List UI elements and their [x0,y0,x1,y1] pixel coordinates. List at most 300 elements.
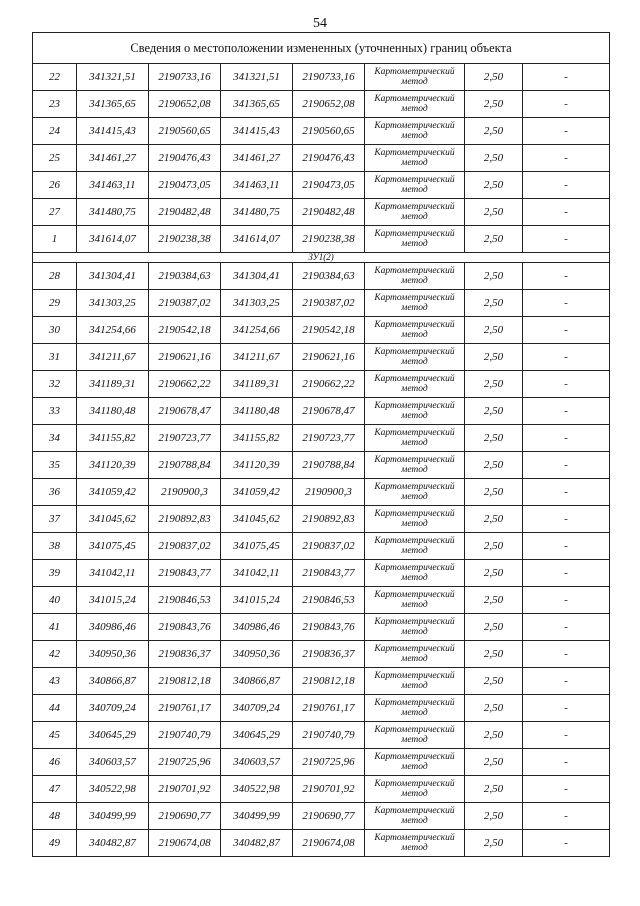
table-row [33,172,610,199]
y-existing-cell: 2190843,76 [149,614,221,641]
x-existing-cell: 341321,51 [77,64,149,91]
method-line-2: метод [401,276,428,286]
method-cell [365,749,465,776]
accuracy-cell: 2,50 [465,803,523,830]
y-new-cell: 2190384,63 [293,263,365,290]
method-cell [365,695,465,722]
accuracy-cell: 2,50 [465,641,523,668]
accuracy-cell: 2,50 [465,226,523,253]
table-row [33,199,610,226]
method-line-1: Картометрический [374,266,455,276]
method-line-1: Картометрический [374,428,455,438]
method-line-2: метод [401,330,428,340]
method-line-2: метод [401,185,428,195]
method-line-1: Картометрический [374,509,455,519]
method-line-2: метод [401,654,428,664]
y-new-cell: 2190674,08 [293,830,365,857]
point-number-cell: 23 [33,91,77,118]
x-new-cell: 340950,36 [221,641,293,668]
table-row [33,695,610,722]
x-new-cell: 341042,11 [221,560,293,587]
y-existing-cell: 2190690,77 [149,803,221,830]
table-title: Сведения о местоположении измененных (уточненных) границ объекта [33,33,610,64]
x-new-cell: 341075,45 [221,533,293,560]
y-existing-cell: 2190761,17 [149,695,221,722]
x-new-cell: 341480,75 [221,199,293,226]
x-new-cell: 341461,27 [221,145,293,172]
method-cell [365,344,465,371]
y-existing-cell: 2190482,48 [149,199,221,226]
method-line-1: Картометрический [374,293,455,303]
y-new-cell: 2190843,76 [293,614,365,641]
x-existing-cell: 340950,36 [77,641,149,668]
description-cell: - [523,199,610,226]
x-existing-cell: 341461,27 [77,145,149,172]
y-new-cell: 2190387,02 [293,290,365,317]
table-row [33,263,610,290]
method-line-1: Картометрический [374,148,455,158]
method-cell [365,560,465,587]
y-existing-cell: 2190652,08 [149,91,221,118]
point-number-cell: 43 [33,668,77,695]
table-row [33,830,610,857]
point-number-cell: 1 [33,226,77,253]
method-line-1: Картометрический [374,229,455,239]
y-existing-cell: 2190662,22 [149,371,221,398]
description-cell: - [523,425,610,452]
x-existing-cell: 341614,07 [77,226,149,253]
description-cell: - [523,290,610,317]
y-new-cell: 2190723,77 [293,425,365,452]
method-line-2: метод [401,600,428,610]
description-cell: - [523,749,610,776]
accuracy-cell: 2,50 [465,614,523,641]
method-cell [365,803,465,830]
x-existing-cell: 341180,48 [77,398,149,425]
point-number-cell: 33 [33,398,77,425]
method-line-1: Картометрический [374,202,455,212]
y-new-cell: 2190482,48 [293,199,365,226]
method-line-2: метод [401,104,428,114]
method-line-1: Картометрический [374,833,455,843]
y-existing-cell: 2190238,38 [149,226,221,253]
point-number-cell: 42 [33,641,77,668]
description-cell: - [523,776,610,803]
method-line-2: метод [401,681,428,691]
y-existing-cell: 2190621,16 [149,344,221,371]
table-row [33,398,610,425]
method-cell [365,199,465,226]
x-existing-cell: 341059,42 [77,479,149,506]
x-new-cell: 340866,87 [221,668,293,695]
method-cell [365,506,465,533]
table-row [33,776,610,803]
accuracy-cell: 2,50 [465,317,523,344]
x-new-cell: 340709,24 [221,695,293,722]
x-existing-cell: 340603,57 [77,749,149,776]
table-row [33,145,610,172]
table-row [33,479,610,506]
accuracy-cell: 2,50 [465,64,523,91]
y-existing-cell: 2190674,08 [149,830,221,857]
method-cell [365,64,465,91]
method-cell [365,371,465,398]
description-cell: - [523,641,610,668]
table-row [33,587,610,614]
point-number-cell: 26 [33,172,77,199]
accuracy-cell: 2,50 [465,749,523,776]
y-new-cell: 2190476,43 [293,145,365,172]
x-existing-cell: 341304,41 [77,263,149,290]
method-line-2: метод [401,438,428,448]
point-number-cell: 46 [33,749,77,776]
description-cell: - [523,506,610,533]
x-new-cell: 341189,31 [221,371,293,398]
y-new-cell: 2190473,05 [293,172,365,199]
x-existing-cell: 340499,99 [77,803,149,830]
point-number-cell: 22 [33,64,77,91]
table-row [33,722,610,749]
x-existing-cell: 340866,87 [77,668,149,695]
y-new-cell: 2190837,02 [293,533,365,560]
method-line-2: метод [401,158,428,168]
method-cell [365,614,465,641]
method-line-2: метод [401,573,428,583]
point-number-cell: 27 [33,199,77,226]
method-line-2: метод [401,77,428,87]
description-cell: - [523,668,610,695]
point-number-cell: 35 [33,452,77,479]
y-new-cell: 2190238,38 [293,226,365,253]
table-row [33,226,610,253]
method-cell [365,91,465,118]
point-number-cell: 30 [33,317,77,344]
table-row [33,344,610,371]
method-line-1: Картометрический [374,806,455,816]
y-new-cell: 2190843,77 [293,560,365,587]
x-existing-cell: 340522,98 [77,776,149,803]
y-existing-cell: 2190733,16 [149,64,221,91]
accuracy-cell: 2,50 [465,263,523,290]
description-cell: - [523,172,610,199]
x-existing-cell: 341155,82 [77,425,149,452]
description-cell: - [523,695,610,722]
point-number-cell: 28 [33,263,77,290]
x-existing-cell: 340986,46 [77,614,149,641]
accuracy-cell: 2,50 [465,479,523,506]
table-row [33,560,610,587]
method-line-1: Картометрический [374,698,455,708]
y-new-cell: 2190690,77 [293,803,365,830]
method-cell [365,533,465,560]
point-number-cell: 49 [33,830,77,857]
method-cell [365,479,465,506]
description-cell: - [523,145,610,172]
y-new-cell: 2190846,53 [293,587,365,614]
x-new-cell: 341304,41 [221,263,293,290]
accuracy-cell: 2,50 [465,425,523,452]
y-new-cell: 2190621,16 [293,344,365,371]
description-cell: - [523,64,610,91]
y-new-cell: 2190733,16 [293,64,365,91]
accuracy-cell: 2,50 [465,290,523,317]
table-row [33,64,610,91]
x-new-cell: 341045,62 [221,506,293,533]
x-existing-cell: 341120,39 [77,452,149,479]
method-line-2: метод [401,384,428,394]
page-number: 54 [313,16,327,31]
method-line-2: метод [401,131,428,141]
point-number-cell: 38 [33,533,77,560]
y-new-cell: 2190560,65 [293,118,365,145]
method-line-2: метод [401,212,428,222]
accuracy-cell: 2,50 [465,344,523,371]
y-existing-cell: 2190812,18 [149,668,221,695]
method-line-1: Картометрический [374,455,455,465]
point-number-cell: 40 [33,587,77,614]
section-row [33,253,610,263]
point-number-cell: 24 [33,118,77,145]
x-new-cell: 341059,42 [221,479,293,506]
x-new-cell: 341415,43 [221,118,293,145]
accuracy-cell: 2,50 [465,533,523,560]
description-cell: - [523,722,610,749]
accuracy-cell: 2,50 [465,776,523,803]
x-new-cell: 341303,25 [221,290,293,317]
description-cell: - [523,371,610,398]
x-existing-cell: 341045,62 [77,506,149,533]
accuracy-cell: 2,50 [465,506,523,533]
table-row [33,533,610,560]
method-line-1: Картометрический [374,536,455,546]
method-line-1: Картометрический [374,374,455,384]
x-existing-cell: 340482,87 [77,830,149,857]
method-line-2: метод [401,239,428,249]
method-cell [365,172,465,199]
y-existing-cell: 2190725,96 [149,749,221,776]
method-cell [365,722,465,749]
x-existing-cell: 340709,24 [77,695,149,722]
point-number-cell: 47 [33,776,77,803]
x-existing-cell: 341075,45 [77,533,149,560]
method-line-2: метод [401,411,428,421]
x-new-cell: 340603,57 [221,749,293,776]
y-existing-cell: 2190900,3 [149,479,221,506]
description-cell: - [523,118,610,145]
table-row [33,452,610,479]
accuracy-cell: 2,50 [465,91,523,118]
method-line-2: метод [401,708,428,718]
description-cell: - [523,479,610,506]
accuracy-cell: 2,50 [465,452,523,479]
table-row [33,668,610,695]
y-existing-cell: 2190476,43 [149,145,221,172]
method-line-1: Картометрический [374,347,455,357]
accuracy-cell: 2,50 [465,199,523,226]
method-cell [365,290,465,317]
x-existing-cell: 340645,29 [77,722,149,749]
accuracy-cell: 2,50 [465,587,523,614]
method-line-1: Картометрический [374,644,455,654]
x-new-cell: 340522,98 [221,776,293,803]
method-line-1: Картометрический [374,94,455,104]
y-existing-cell: 2190678,47 [149,398,221,425]
y-existing-cell: 2190788,84 [149,452,221,479]
description-cell: - [523,263,610,290]
x-new-cell: 341321,51 [221,64,293,91]
method-line-2: метод [401,519,428,529]
method-cell [365,118,465,145]
method-line-1: Картометрический [374,175,455,185]
y-new-cell: 2190812,18 [293,668,365,695]
table-row [33,290,610,317]
table-row [33,91,610,118]
point-number-cell: 39 [33,560,77,587]
point-number-cell: 25 [33,145,77,172]
method-line-1: Картометрический [374,67,455,77]
table-row [33,118,610,145]
x-new-cell: 341365,65 [221,91,293,118]
x-new-cell: 341155,82 [221,425,293,452]
method-line-2: метод [401,627,428,637]
x-existing-cell: 341415,43 [77,118,149,145]
method-line-1: Картометрический [374,401,455,411]
method-cell [365,641,465,668]
method-cell [365,317,465,344]
description-cell: - [523,344,610,371]
accuracy-cell: 2,50 [465,118,523,145]
y-new-cell: 2190701,92 [293,776,365,803]
method-line-2: метод [401,735,428,745]
method-cell [365,452,465,479]
x-existing-cell: 341365,65 [77,91,149,118]
x-existing-cell: 341211,67 [77,344,149,371]
y-existing-cell: 2190837,02 [149,533,221,560]
x-new-cell: 341614,07 [221,226,293,253]
table-title-row [33,33,610,64]
method-cell [365,668,465,695]
table-row [33,614,610,641]
x-existing-cell: 341015,24 [77,587,149,614]
description-cell: - [523,533,610,560]
point-number-cell: 32 [33,371,77,398]
x-new-cell: 341463,11 [221,172,293,199]
accuracy-cell: 2,50 [465,371,523,398]
x-new-cell: 341211,67 [221,344,293,371]
point-number-cell: 37 [33,506,77,533]
point-number-cell: 44 [33,695,77,722]
method-cell [365,398,465,425]
method-line-1: Картометрический [374,671,455,681]
point-number-cell: 36 [33,479,77,506]
x-existing-cell: 341463,11 [77,172,149,199]
x-new-cell: 340499,99 [221,803,293,830]
description-cell: - [523,226,610,253]
method-line-1: Картометрический [374,617,455,627]
method-cell [365,263,465,290]
description-cell: - [523,803,610,830]
method-line-1: Картометрический [374,752,455,762]
table-row [33,749,610,776]
y-existing-cell: 2190387,02 [149,290,221,317]
y-new-cell: 2190740,79 [293,722,365,749]
method-line-1: Картометрический [374,482,455,492]
y-new-cell: 2190892,83 [293,506,365,533]
accuracy-cell: 2,50 [465,145,523,172]
accuracy-cell: 2,50 [465,830,523,857]
y-existing-cell: 2190723,77 [149,425,221,452]
method-line-2: метод [401,843,428,853]
method-line-1: Картометрический [374,779,455,789]
y-existing-cell: 2190846,53 [149,587,221,614]
method-line-2: метод [401,357,428,367]
method-cell [365,587,465,614]
x-existing-cell: 341189,31 [77,371,149,398]
x-existing-cell: 341303,25 [77,290,149,317]
point-number-cell: 45 [33,722,77,749]
accuracy-cell: 2,50 [465,172,523,199]
y-existing-cell: 2190701,92 [149,776,221,803]
y-new-cell: 2190542,18 [293,317,365,344]
y-existing-cell: 2190542,18 [149,317,221,344]
x-new-cell: 341015,24 [221,587,293,614]
coordinates-table [32,32,610,857]
x-new-cell: 340986,46 [221,614,293,641]
y-existing-cell: 2190560,65 [149,118,221,145]
method-line-2: метод [401,789,428,799]
method-cell [365,425,465,452]
point-number-cell: 31 [33,344,77,371]
point-number-cell: 48 [33,803,77,830]
method-cell [365,145,465,172]
method-line-1: Картометрический [374,563,455,573]
description-cell: - [523,317,610,344]
y-new-cell: 2190761,17 [293,695,365,722]
section-label: ЗУ1(2) [33,253,610,263]
method-line-1: Картометрический [374,320,455,330]
x-new-cell: 341120,39 [221,452,293,479]
table-row [33,371,610,398]
description-cell: - [523,398,610,425]
method-line-2: метод [401,762,428,772]
description-cell: - [523,830,610,857]
y-existing-cell: 2190740,79 [149,722,221,749]
table-row [33,803,610,830]
y-existing-cell: 2190892,83 [149,506,221,533]
method-cell [365,776,465,803]
x-existing-cell: 341480,75 [77,199,149,226]
y-new-cell: 2190788,84 [293,452,365,479]
method-line-1: Картометрический [374,725,455,735]
description-cell: - [523,614,610,641]
accuracy-cell: 2,50 [465,560,523,587]
method-line-2: метод [401,546,428,556]
x-existing-cell: 341042,11 [77,560,149,587]
description-cell: - [523,587,610,614]
y-new-cell: 2190652,08 [293,91,365,118]
y-existing-cell: 2190843,77 [149,560,221,587]
accuracy-cell: 2,50 [465,668,523,695]
accuracy-cell: 2,50 [465,722,523,749]
y-existing-cell: 2190473,05 [149,172,221,199]
method-line-2: метод [401,303,428,313]
x-new-cell: 340482,87 [221,830,293,857]
accuracy-cell: 2,50 [465,695,523,722]
method-line-2: метод [401,465,428,475]
y-new-cell: 2190662,22 [293,371,365,398]
method-line-2: метод [401,492,428,502]
table-row [33,506,610,533]
